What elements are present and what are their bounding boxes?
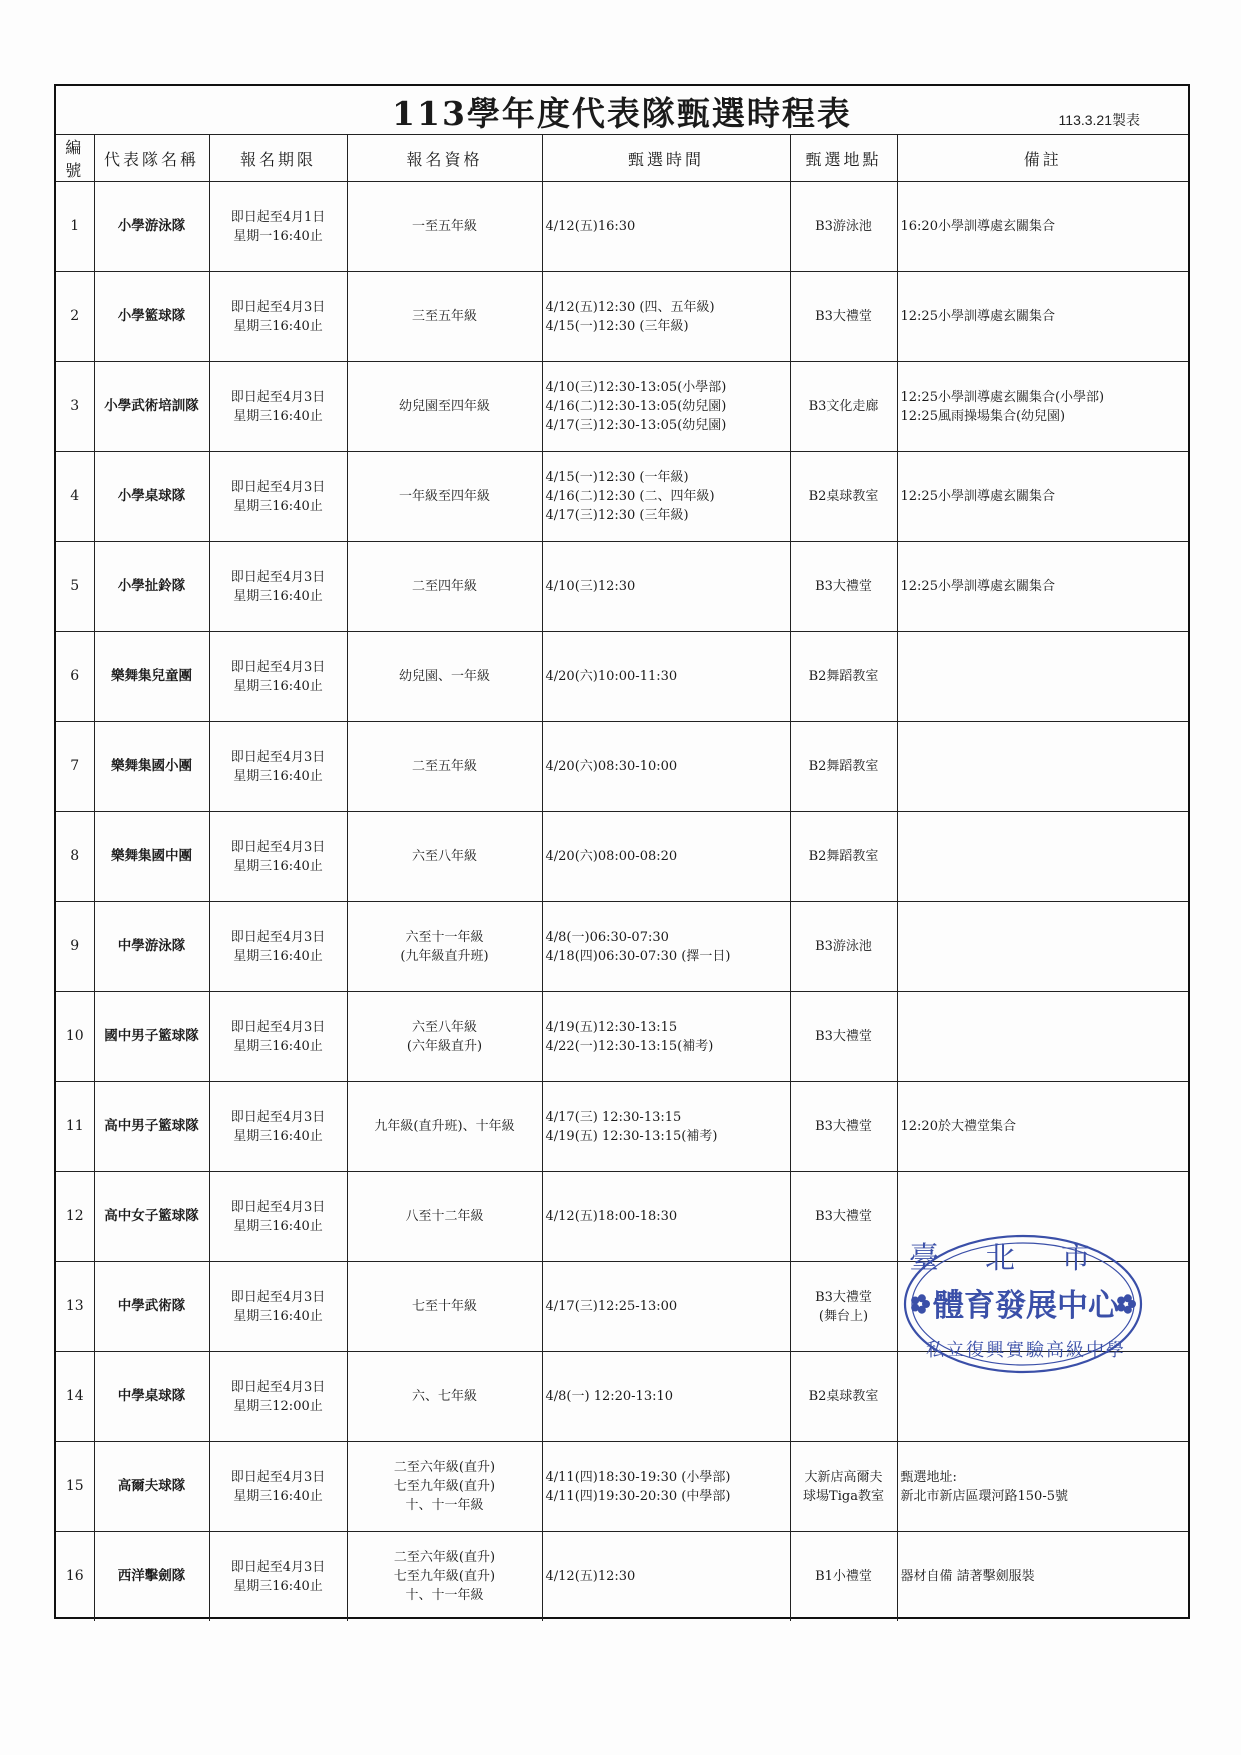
row-number-cell: 7: [56, 722, 94, 812]
selection-location-cell: [790, 722, 897, 812]
selection-time-line: 4/17(三) 12:30-13:15: [545, 1109, 682, 1125]
table-row: [56, 1532, 1188, 1622]
selection-location-line: B3游泳池: [815, 219, 872, 234]
registration-deadline-cell: [209, 812, 347, 902]
header-deadline: 報名期限: [209, 135, 347, 182]
selection-time-line: 4/10(三)12:30-13:05(小學部): [545, 380, 727, 395]
selection-location-cell: [790, 542, 897, 632]
selection-location-line: B2舞蹈教室: [808, 759, 879, 774]
registration-deadline-cell: [209, 632, 347, 722]
selection-time-cell: [542, 1352, 790, 1442]
registration-deadline-line: 星期三16:40止: [233, 318, 323, 334]
registration-deadline-cell: [209, 542, 347, 632]
selection-time-line: 4/12(五)16:30: [545, 219, 636, 234]
registration-deadline-line: 即日起至4月3日: [230, 569, 326, 585]
registration-deadline-line: 星期三16:40止: [233, 858, 323, 874]
registration-deadline-line: 星期三16:40止: [233, 498, 323, 514]
selection-time-line: 4/15(一)12:30 (一年級): [545, 470, 689, 485]
registration-deadline-line: 即日起至4月3日: [230, 1199, 326, 1215]
team-name-cell: 樂舞集國小團: [94, 722, 209, 812]
selection-time-cell: [542, 1082, 790, 1172]
team-name-cell: 小學籃球隊: [94, 272, 209, 362]
eligibility-cell: [347, 1352, 542, 1442]
notes-cell: [897, 362, 1188, 452]
registration-deadline-line: 即日起至4月3日: [230, 299, 326, 315]
row-number-cell: 8: [56, 812, 94, 902]
selection-time-line: 4/20(六)08:30-10:00: [545, 759, 678, 774]
official-seal: [898, 1228, 1148, 1378]
selection-time-line: 4/12(五)12:30: [545, 1569, 636, 1584]
row-number-cell: 5: [56, 542, 94, 632]
selection-time-cell: [542, 812, 790, 902]
eligibility-line: (六年級直升): [406, 1038, 483, 1054]
eligibility-cell: [347, 272, 542, 362]
selection-time-line: 4/19(五) 12:30-13:15(補考): [545, 1128, 718, 1144]
row-number-cell: 16: [56, 1532, 94, 1622]
registration-deadline-line: 星期三16:40止: [233, 408, 323, 424]
registration-deadline-line: 星期三16:40止: [233, 1578, 323, 1594]
selection-time-cell: [542, 992, 790, 1082]
table-row: [56, 272, 1188, 362]
eligibility-cell: [347, 722, 542, 812]
registration-deadline-line: 即日起至4月3日: [230, 1469, 326, 1485]
registration-deadline-line: 星期一16:40止: [233, 228, 323, 244]
selection-location-line: B3大禮堂: [815, 1119, 872, 1134]
selection-time-line: 4/17(三)12:30 (三年級): [545, 508, 689, 523]
selection-time-line: 4/11(四)19:30-20:30 (中學部): [545, 1488, 731, 1504]
page-title: 113學年度代表隊甄選時程表: [392, 94, 852, 133]
selection-time-line: 4/12(五)18:00-18:30: [545, 1209, 678, 1224]
registration-deadline-line: 星期三16:40止: [233, 1038, 323, 1054]
row-number-cell: 3: [56, 362, 94, 452]
schedule-table: [56, 134, 1188, 1621]
notes-cell: [897, 992, 1188, 1082]
eligibility-line: 六至八年級: [411, 849, 477, 864]
selection-time-cell: [542, 902, 790, 992]
team-name-cell: 中學武術隊: [94, 1262, 209, 1352]
notes-line: 12:25小學訓導處玄關集合: [900, 579, 1055, 594]
table-row: [56, 362, 1188, 452]
registration-deadline-line: 即日起至4月3日: [230, 1559, 326, 1575]
eligibility-line: 二至五年級: [411, 759, 477, 774]
notes-line: 12:25風雨操場集合(幼兒園): [900, 408, 1066, 424]
notes-cell: [897, 812, 1188, 902]
eligibility-cell: [347, 632, 542, 722]
eligibility-cell: [347, 182, 542, 272]
seal-bottom-text: 私立復興實驗高級中學: [926, 1340, 1126, 1361]
registration-deadline-cell: [209, 722, 347, 812]
team-name-cell: 中學游泳隊: [94, 902, 209, 992]
eligibility-cell: [347, 1442, 542, 1532]
row-number-cell: 12: [56, 1172, 94, 1262]
schedule-sheet: [54, 84, 1190, 1619]
registration-deadline-cell: [209, 1532, 347, 1622]
team-name-cell: 小學扯鈴隊: [94, 542, 209, 632]
selection-location-line: (舞台上): [818, 1308, 869, 1324]
registration-deadline-line: 星期三16:40止: [233, 768, 323, 784]
selection-time-line: 4/8(一)06:30-07:30: [545, 929, 669, 945]
header-location: 甄選地點: [790, 135, 897, 182]
selection-location-cell: [790, 182, 897, 272]
eligibility-cell: [347, 362, 542, 452]
registration-deadline-line: 即日起至4月3日: [230, 389, 326, 405]
eligibility-cell: [347, 1262, 542, 1352]
selection-time-cell: [542, 1262, 790, 1352]
eligibility-line: 九年級(直升班)、十年級: [374, 1119, 515, 1134]
notes-line: 甄選地址:: [900, 1469, 957, 1485]
selection-location-line: 球場Tiga教室: [803, 1488, 884, 1504]
selection-location-cell: [790, 272, 897, 362]
team-name-cell: 小學武術培訓隊: [94, 362, 209, 452]
row-number-cell: 4: [56, 452, 94, 542]
selection-location-cell: [790, 1532, 897, 1622]
registration-deadline-line: 即日起至4月1日: [230, 209, 326, 225]
selection-time-line: 4/8(一) 12:20-13:10: [545, 1389, 674, 1404]
selection-time-line: 4/16(二)12:30 (二、四年級): [545, 489, 715, 504]
notes-line: 新北市新店區環河路150-5號: [900, 1488, 1068, 1504]
registration-deadline-cell: [209, 1442, 347, 1532]
registration-deadline-line: 星期三16:40止: [233, 1218, 323, 1234]
notes-line: 12:20於大禮堂集合: [900, 1119, 1016, 1134]
eligibility-cell: [347, 1532, 542, 1622]
registration-deadline-line: 即日起至4月3日: [230, 479, 326, 495]
selection-time-line: 4/11(四)18:30-19:30 (小學部): [545, 1469, 731, 1485]
eligibility-line: 七至十年級: [411, 1299, 477, 1314]
eligibility-line: 一年級至四年級: [398, 489, 490, 504]
notes-cell: [897, 1442, 1188, 1532]
registration-deadline-line: 即日起至4月3日: [230, 1019, 326, 1035]
table-row: [56, 902, 1188, 992]
eligibility-line: 一至五年級: [411, 219, 477, 234]
selection-time-cell: [542, 452, 790, 542]
eligibility-cell: [347, 1172, 542, 1262]
notes-cell: [897, 722, 1188, 812]
seal-top-text: 臺北市: [909, 1241, 1137, 1276]
notes-line: 12:25小學訓導處玄關集合(小學部): [900, 389, 1105, 405]
notes-line: 12:25小學訓導處玄關集合: [900, 489, 1055, 504]
selection-time-line: 4/18(四)06:30-07:30 (擇一日): [545, 948, 731, 964]
selection-time-cell: [542, 632, 790, 722]
seal-center-text: 體育發展中心: [933, 1288, 1119, 1324]
registration-deadline-cell: [209, 902, 347, 992]
selection-time-cell: [542, 542, 790, 632]
notes-cell: [897, 1532, 1188, 1622]
registration-deadline-line: 即日起至4月3日: [230, 659, 326, 675]
table-row: [56, 1082, 1188, 1172]
table-row: [56, 722, 1188, 812]
seal-flower-petal: [918, 1294, 926, 1302]
notes-cell: [897, 452, 1188, 542]
selection-location-line: B2桌球教室: [808, 489, 879, 504]
selection-time-line: 4/12(五)12:30 (四、五年級): [545, 299, 715, 315]
notes-cell: [897, 272, 1188, 362]
registration-deadline-cell: [209, 1262, 347, 1352]
team-name-cell: 中學桌球隊: [94, 1352, 209, 1442]
eligibility-line: 二至四年級: [411, 579, 477, 594]
table-row: [56, 812, 1188, 902]
registration-deadline-line: 星期三16:40止: [233, 588, 323, 604]
selection-location-cell: [790, 812, 897, 902]
selection-time-line: 4/17(三)12:30-13:05(幼兒園): [545, 418, 727, 433]
header-row: [56, 135, 1188, 182]
registration-deadline-line: 即日起至4月3日: [230, 749, 326, 765]
table-row: [56, 1442, 1188, 1532]
selection-location-cell: [790, 1082, 897, 1172]
team-name-cell: 西洋擊劍隊: [94, 1532, 209, 1622]
selection-location-cell: [790, 632, 897, 722]
registration-deadline-cell: [209, 992, 347, 1082]
selection-location-line: B3大禮堂: [815, 579, 872, 594]
header-number: 編號: [56, 135, 94, 182]
registration-deadline-cell: [209, 182, 347, 272]
selection-time-line: 4/17(三)12:25-13:00: [545, 1299, 678, 1314]
row-number-cell: 9: [56, 902, 94, 992]
selection-location-line: B3大禮堂: [815, 1029, 872, 1044]
eligibility-line: 十、十一年級: [405, 1498, 484, 1513]
registration-deadline-line: 即日起至4月3日: [230, 1379, 326, 1395]
registration-deadline-line: 星期三16:40止: [233, 948, 323, 964]
row-number-cell: 14: [56, 1352, 94, 1442]
eligibility-line: 十、十一年級: [405, 1588, 484, 1603]
eligibility-line: 三至五年級: [411, 309, 477, 324]
team-name-cell: 高中男子籃球隊: [94, 1082, 209, 1172]
selection-location-line: B2舞蹈教室: [808, 669, 879, 684]
registration-deadline-line: 星期三16:40止: [233, 1488, 323, 1504]
eligibility-line: 六、七年級: [411, 1389, 477, 1404]
notes-line: 16:20小學訓導處玄關集合: [900, 219, 1055, 234]
row-number-cell: 15: [56, 1442, 94, 1532]
selection-time-line: 4/22(一)12:30-13:15(補考): [545, 1038, 714, 1054]
eligibility-line: 二至六年級(直升): [393, 1460, 496, 1475]
row-number-cell: 6: [56, 632, 94, 722]
eligibility-cell: [347, 542, 542, 632]
selection-location-line: B2舞蹈教室: [808, 849, 879, 864]
selection-location-cell: [790, 362, 897, 452]
table-row: [56, 992, 1188, 1082]
registration-deadline-line: 即日起至4月3日: [230, 1289, 326, 1305]
selection-location-cell: [790, 1172, 897, 1262]
selection-location-line: B3文化走廊: [808, 399, 879, 414]
row-number-cell: 10: [56, 992, 94, 1082]
registration-deadline-cell: [209, 452, 347, 542]
registration-deadline-cell: [209, 272, 347, 362]
registration-deadline-line: 星期三12:00止: [233, 1398, 323, 1414]
selection-location-cell: [790, 992, 897, 1082]
selection-location-line: B1小禮堂: [815, 1569, 872, 1584]
notes-line: 器材自備 請著擊劍服裝: [900, 1569, 1035, 1584]
selection-location-line: B3大禮堂: [815, 1289, 872, 1305]
notes-cell: [897, 542, 1188, 632]
eligibility-line: 幼兒園至四年級: [398, 399, 490, 414]
registration-deadline-cell: [209, 1172, 347, 1262]
selection-location-line: B2桌球教室: [808, 1389, 879, 1404]
title-row: [56, 86, 1188, 135]
seal-flower-petal: [911, 1304, 919, 1312]
registration-deadline-line: 星期三16:40止: [233, 678, 323, 694]
selection-time-cell: [542, 362, 790, 452]
row-number-cell: 13: [56, 1262, 94, 1352]
eligibility-line: 七至九年級(直升): [393, 1479, 496, 1494]
eligibility-line: (九年級直升班): [400, 948, 489, 964]
selection-time-line: 4/16(二)12:30-13:05(幼兒園): [545, 399, 727, 414]
team-name-cell: 國中男子籃球隊: [94, 992, 209, 1082]
registration-deadline-cell: [209, 1352, 347, 1442]
team-name-cell: 樂舞集國中團: [94, 812, 209, 902]
notes-cell: [897, 182, 1188, 272]
registration-deadline-line: 星期三16:40止: [233, 1308, 323, 1324]
eligibility-cell: [347, 902, 542, 992]
selection-location-cell: [790, 452, 897, 542]
eligibility-line: 八至十二年級: [405, 1209, 484, 1224]
selection-location-cell: [790, 1262, 897, 1352]
notes-cell: [897, 902, 1188, 992]
team-name-cell: 高爾夫球隊: [94, 1442, 209, 1532]
team-name-cell: 小學桌球隊: [94, 452, 209, 542]
selection-time-cell: [542, 1532, 790, 1622]
notes-cell: [897, 1082, 1188, 1172]
selection-location-cell: [790, 902, 897, 992]
header-time: 甄選時間: [542, 135, 790, 182]
notes-cell: [897, 632, 1188, 722]
eligibility-cell: [347, 452, 542, 542]
header-eligibility: 報名資格: [347, 135, 542, 182]
row-number-cell: 1: [56, 182, 94, 272]
header-notes: 備註: [897, 135, 1188, 182]
eligibility-line: 六至十一年級: [405, 929, 484, 945]
eligibility-line: 六至八年級: [411, 1019, 477, 1035]
row-number-cell: 2: [56, 272, 94, 362]
eligibility-cell: [347, 812, 542, 902]
made-date: 113.3.21製表: [1058, 112, 1140, 128]
selection-time-line: 4/20(六)10:00-11:30: [545, 669, 678, 684]
row-number-cell: 11: [56, 1082, 94, 1172]
registration-deadline-line: 即日起至4月3日: [230, 929, 326, 945]
selection-time-cell: [542, 182, 790, 272]
notes-line: 12:25小學訓導處玄關集合: [900, 309, 1055, 324]
selection-time-line: 4/19(五)12:30-13:15: [545, 1019, 678, 1035]
registration-deadline-line: 星期三16:40止: [233, 1128, 323, 1144]
selection-time-line: 4/20(六)08:00-08:20: [545, 849, 678, 864]
eligibility-line: 幼兒園、一年級: [398, 669, 490, 684]
header-team: 代表隊名稱: [94, 135, 209, 182]
selection-time-line: 4/10(三)12:30: [545, 579, 636, 594]
eligibility-cell: [347, 1082, 542, 1172]
eligibility-cell: [347, 992, 542, 1082]
eligibility-line: 二至六年級(直升): [393, 1550, 496, 1565]
team-name-cell: 高中女子籃球隊: [94, 1172, 209, 1262]
selection-location-cell: [790, 1352, 897, 1442]
selection-location-line: B3游泳池: [815, 939, 872, 954]
team-name-cell: 樂舞集兒童團: [94, 632, 209, 722]
table-row: [56, 182, 1188, 272]
registration-deadline-line: 即日起至4月3日: [230, 839, 326, 855]
selection-time-cell: [542, 722, 790, 812]
selection-location-cell: [790, 1442, 897, 1532]
selection-time-line: 4/15(一)12:30 (三年級): [545, 318, 689, 334]
selection-location-line: B3大禮堂: [815, 1209, 872, 1224]
table-row: [56, 542, 1188, 632]
selection-time-cell: [542, 1442, 790, 1532]
registration-deadline-cell: [209, 362, 347, 452]
selection-time-cell: [542, 272, 790, 362]
selection-location-line: 大新店高爾夫: [804, 1469, 883, 1485]
team-name-cell: 小學游泳隊: [94, 182, 209, 272]
registration-deadline-cell: [209, 1082, 347, 1172]
table-row: [56, 452, 1188, 542]
table-row: [56, 632, 1188, 722]
eligibility-line: 七至九年級(直升): [393, 1569, 496, 1584]
registration-deadline-line: 即日起至4月3日: [230, 1109, 326, 1125]
selection-location-line: B3大禮堂: [815, 309, 872, 324]
seal-flower-petal: [1124, 1294, 1132, 1302]
selection-time-cell: [542, 1172, 790, 1262]
